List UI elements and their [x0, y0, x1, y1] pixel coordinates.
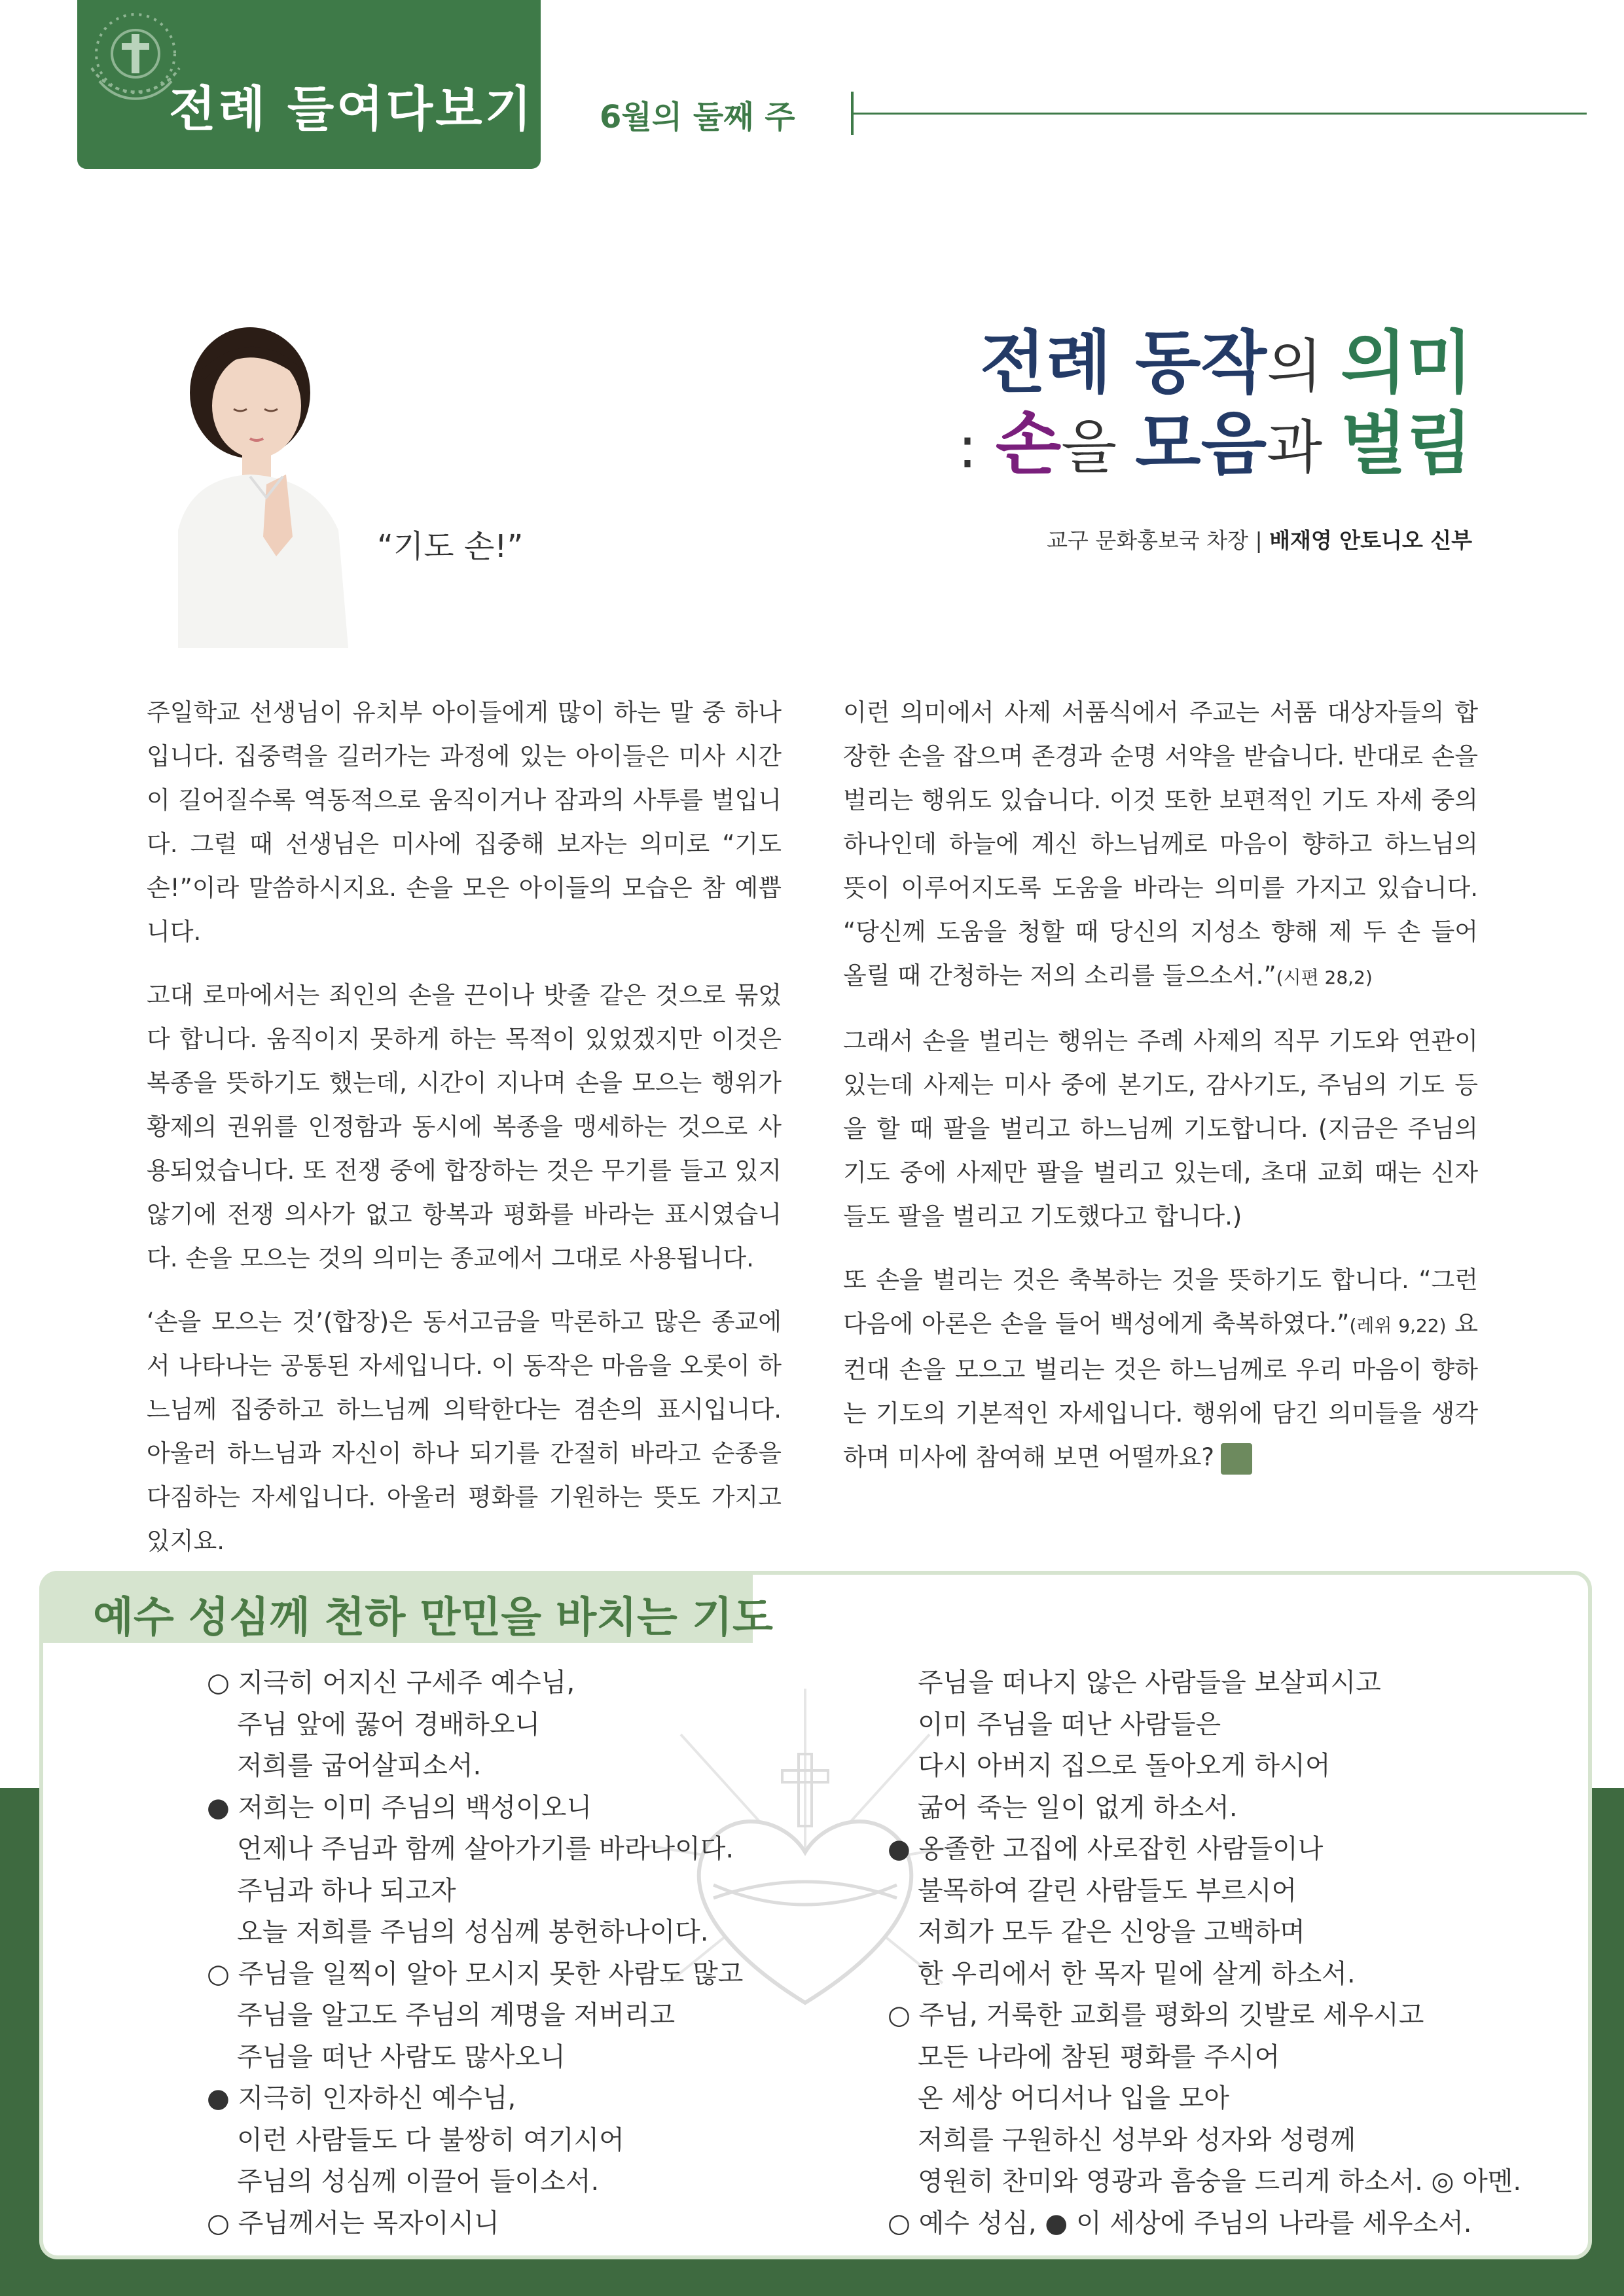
- prayer-right-column: [888, 1662, 1521, 2244]
- title-word: 모음: [1135, 404, 1267, 484]
- prayer-line: [207, 2161, 743, 2203]
- prayer-line-text: 다시 아버지 집으로 돌아오게 하시어: [918, 1751, 1331, 1781]
- prayer-line-text: 저희는 이미 주님의 백성이오니: [238, 1792, 592, 1823]
- section-label: 전례 들여다보기: [169, 81, 535, 137]
- prayer-line: [207, 1746, 743, 1787]
- prayer-line-text: 주님을 알고도 주님의 계명을 저버리고: [237, 2000, 676, 2030]
- prayer-line-text: 영원히 찬미와 영광과 흠숭을 드리게 하소서. ◎ 아멘.: [918, 2166, 1522, 2197]
- author-name: 배재영 안토니오 신부: [1269, 528, 1472, 553]
- prayer-line: [888, 1954, 1521, 1996]
- prayer-line-text: 이미 주님을 떠난 사람들은: [918, 1709, 1221, 1740]
- prayer-line-text: 주님과 하나 되고자: [237, 1875, 456, 1906]
- paragraph-text: 이런 의미에서 사제 서품식에서 주교는 서품 대상자들의 합장한 손을 잡으며 존경과 순명 서약을 받습니다. 반대로 손을 벌리는 행위도 있습니다. 이것 또한 보편적인 기도 자세 중의 하나인데 하늘에 계신 하느님께로 마음이 향하고 하느님의 뜻이 이루어지도록 도움을 바라는 의미를 가지고 있습니다. “당신께 도움을 청할 때 당신의 지성소 향해 제 두 손 들어 올릴 때 간청하는 저의 소리를 들으소서.”: [843, 698, 1478, 990]
- title-particle: 을: [1061, 414, 1136, 481]
- prayer-line: [207, 2203, 743, 2245]
- prayer-line-text: 지극히 어지신 구세주 예수님,: [238, 1668, 575, 1698]
- prayer-line: [888, 1787, 1521, 1829]
- prayer-line-text: 저희를 구원하신 성부와 성자와 성령께: [918, 2125, 1356, 2155]
- title-word: 벌림: [1341, 404, 1472, 484]
- prayer-line-text: 주님, 거룩한 교회를 평화의 깃발로 세우시고: [918, 2000, 1424, 2030]
- paragraph-text: 또 손을 벌리는 것은 축복하는 것을 뜻하기도 합니다. “그런 다음에 아론은 손을 들어 백성에게 축복하였다.”: [843, 1266, 1478, 1338]
- prayer-line-text: 주님 앞에 꿇어 경배하오니: [237, 1709, 541, 1740]
- author-byline: [1047, 524, 1472, 554]
- scripture-ref: (레위 9,22): [1349, 1315, 1447, 1336]
- prayer-line-text: 언제나 주님과 함께 살아가기를 바라나이다.: [237, 1834, 734, 1864]
- article-paragraph: 그래서 손을 벌리는 행위는 주례 사제의 직무 기도와 연관이 있는데 사제는 미사 중에 본기도, 감사기도, 주님의 기도 등을 할 때 팔을 벌리고 하느님께 기도합니다. (지금은 주님의 기도 중에 사제만 팔을 벌리고 있는데, 초대 교회 때는 신자들도 팔을 벌리고 기도했다고 합니다.): [843, 1027, 1478, 1230]
- header-rule: [852, 113, 1587, 115]
- title-word: 의미: [1341, 323, 1472, 403]
- prayer-line-text: 예수 성심, ● 이 세상에 주님의 나라를 세우소서.: [918, 2208, 1472, 2238]
- leader-marker: ○: [207, 1668, 238, 1698]
- title-word: 전례 동작: [980, 323, 1267, 403]
- prayer-line-text: 지극히 인자하신 예수님,: [238, 2083, 516, 2113]
- article-right-column: [843, 691, 1478, 1499]
- prayer-line: [888, 2161, 1521, 2203]
- prayer-line-text: 모든 나라에 참된 평화를 주시어: [918, 2041, 1280, 2072]
- response-marker: ●: [207, 1792, 238, 1823]
- prayer-line-text: 주님을 일찍이 알아 모시지 못한 사람도 많고: [238, 1958, 744, 1989]
- prayer-line: [888, 1912, 1521, 1954]
- response-marker: ●: [888, 1834, 919, 1864]
- prayer-line: [207, 1995, 743, 2037]
- prayer-line: [888, 1746, 1521, 1787]
- article-left-column: [147, 691, 782, 1583]
- prayer-line: [888, 2037, 1521, 2079]
- title-particle: 과: [1267, 414, 1341, 481]
- author-role: 교구 문화홍보국 차장 |: [1047, 528, 1270, 553]
- prayer-line-text: 저희를 굽어살피소서.: [237, 1751, 482, 1781]
- leader-marker: ○: [207, 1958, 238, 1989]
- prayer-line: [888, 2120, 1521, 2162]
- prayer-line: [207, 1787, 743, 1829]
- article-paragraph: [843, 691, 1478, 999]
- prayer-line: [207, 1704, 743, 1746]
- prayer-line-text: 주님을 떠나지 않은 사람들을 보살피시고: [918, 1668, 1381, 1698]
- prayer-line: [207, 1954, 743, 1996]
- end-mark-icon: [1221, 1443, 1252, 1475]
- prayer-line: [888, 1704, 1521, 1746]
- prayer-line: [207, 1871, 743, 1912]
- prayer-line: [207, 2120, 743, 2162]
- prayer-title: 예수 성심께 천하 만민을 바치는 기도: [93, 1594, 773, 1642]
- prayer-line: [207, 1662, 743, 1704]
- prayer-line: [888, 1829, 1521, 1871]
- prayer-line: [207, 2078, 743, 2120]
- paragraph-text: 요컨대 손을 모으고 벌리는 것은 하느님께로 우리 마음이 향하는 기도의 기본적인 자세입니다. 행위에 담긴 의미들을 생각하며 미사에 참여해 보면 어떨까요?: [843, 1310, 1478, 1471]
- prayer-line: [207, 1912, 743, 1954]
- prayer-line-text: 굶어 죽는 일이 없게 하소서.: [918, 1792, 1238, 1823]
- prayer-line: [888, 1995, 1521, 2037]
- leader-marker: ○: [207, 2208, 238, 2238]
- title-word: 손: [995, 404, 1062, 484]
- leader-marker: ○: [888, 2000, 919, 2030]
- praying-girl-image: [152, 321, 368, 648]
- article-title-line2: [958, 389, 1472, 487]
- prayer-line: [888, 1871, 1521, 1912]
- title-colon: :: [958, 414, 996, 481]
- prayer-line-text: 저희가 모두 같은 신앙을 고백하며: [918, 1917, 1305, 1947]
- prayer-line-text: 오늘 저희를 주님의 성심께 봉헌하나이다.: [237, 1917, 709, 1947]
- response-marker: ●: [207, 2083, 238, 2113]
- prayer-line: [888, 2078, 1521, 2120]
- week-label: 6월의 둘째 주: [600, 99, 795, 135]
- prayer-line-text: 불목하여 갈린 사람들도 부르시어: [918, 1875, 1297, 1906]
- prayer-line: [888, 2203, 1521, 2245]
- prayer-line: [207, 2037, 743, 2079]
- prayer-line-text: 옹졸한 고집에 사로잡힌 사람들이나: [918, 1834, 1324, 1864]
- prayer-quote: “기도 손!”: [377, 528, 524, 565]
- article-paragraph: ‘손을 모으는 것’(합장)은 동서고금을 막론하고 많은 종교에서 나타나는 공통된 자세입니다. 이 동작은 마음을 오롯이 하느님께 집중하고 하느님께 의탁한다는 겸손의 표시입니다. 아울러 하느님과 자신이 하나 되기를 간절히 바라고 순종을 다짐하는 자세입니다. 아울러 평화를 기원하는 뜻도 가지고 있지요.: [147, 1308, 782, 1555]
- article-paragraph: 고대 로마에서는 죄인의 손을 끈이나 밧줄 같은 것으로 묶었다 합니다. 움직이지 못하게 하는 목적이 있었겠지만 이것은 복종을 뜻하기도 했는데, 시간이 지나며 손을 모으는 행위가 황제의 권위를 인정함과 동시에 복종을 맹세하는 것으로 사용되었습니다. 또 전쟁 중에 합장하는 것은 무기를 들고 있지 않기에 전쟁 의사가 없고 항복과 평화를 바라는 표시였습니다. 손을 모으는 것의 의미는 종교에서 그대로 사용됩니다.: [147, 981, 782, 1272]
- prayer-line-text: 이런 사람들도 다 불쌍히 여기시어: [237, 2125, 624, 2155]
- title-particle: 의: [1267, 332, 1341, 400]
- article-paragraph: [843, 1258, 1478, 1479]
- prayer-line-text: 주님의 성심께 이끌어 들이소서.: [237, 2166, 600, 2197]
- prayer-line: [207, 1829, 743, 1871]
- article-paragraph: 주일학교 선생님이 유치부 아이들에게 많이 하는 말 중 하나입니다. 집중력을 길러가는 과정에 있는 아이들은 미사 시간이 길어질수록 역동적으로 움직이거나 잠과의 사투를 벌입니다. 그럴 때 선생님은 미사에 집중해 보자는 의미로 “기도 손!”이라 말씀하시지요. 손을 모은 아이들의 모습은 참 예쁩니다.: [147, 698, 782, 946]
- leader-marker: ○: [888, 2208, 919, 2238]
- scripture-ref: (시편 28,2): [1276, 967, 1373, 988]
- prayer-line-text: 온 세상 어디서나 입을 모아: [918, 2083, 1229, 2113]
- prayer-left-column: [207, 1662, 743, 2244]
- prayer-line-text: 주님을 떠난 사람도 많사오니: [237, 2041, 566, 2072]
- prayer-line: [888, 1662, 1521, 1704]
- prayer-line-text: 주님께서는 목자이시니: [238, 2208, 499, 2238]
- prayer-line-text: 한 우리에서 한 목자 밑에 살게 하소서.: [918, 1958, 1356, 1989]
